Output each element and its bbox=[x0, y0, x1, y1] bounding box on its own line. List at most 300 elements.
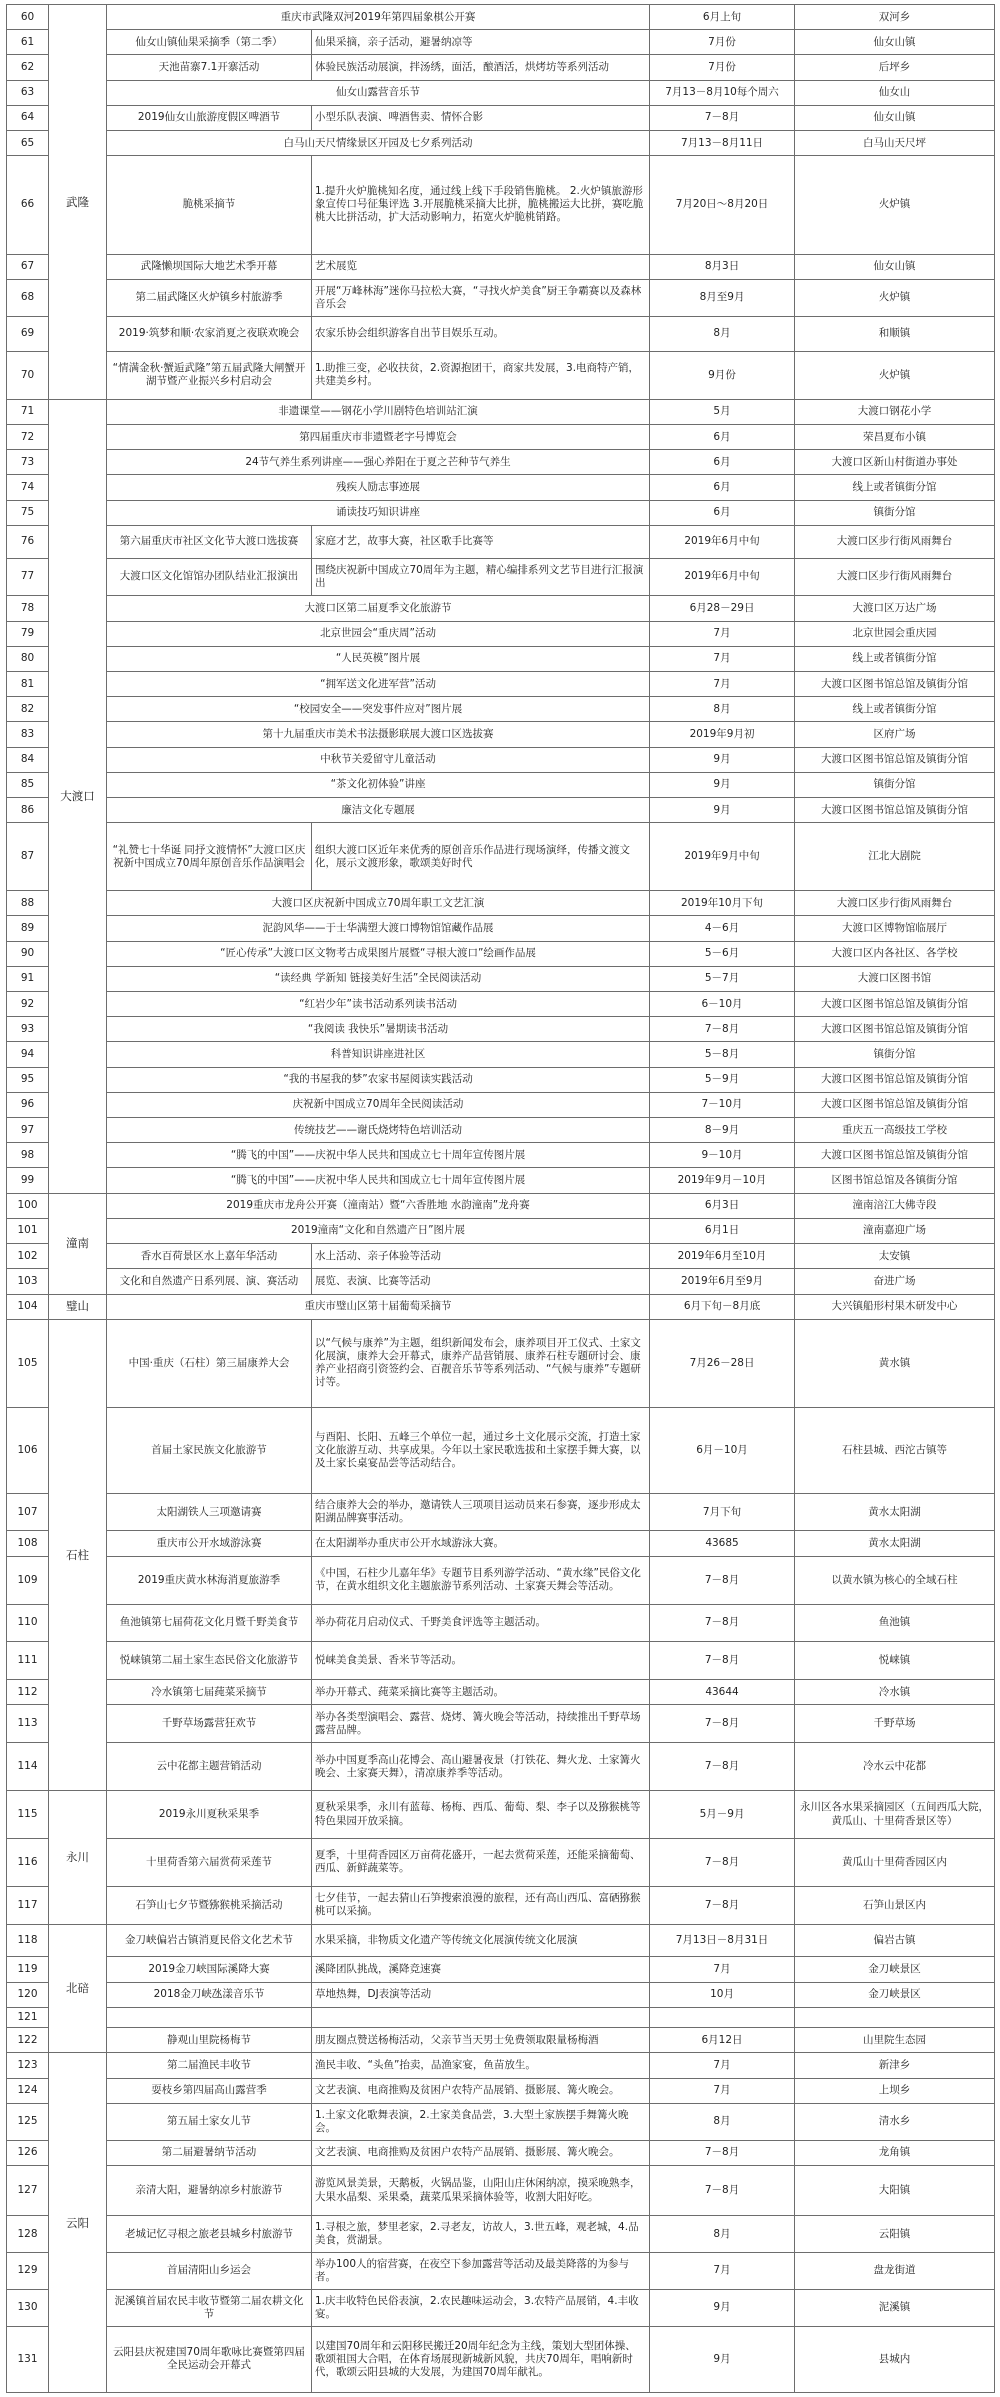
activity-place-cell: 金刀峡景区 bbox=[795, 1982, 995, 2007]
table-row bbox=[7, 1604, 995, 1642]
activity-place-cell: 大渡口区图书馆总馆及镇街分馆 bbox=[795, 1067, 995, 1092]
activity-content-cell: 以建国70周年和云阳移民搬迁20周年纪念为主线，策划大型团体操、歌颂祖国大合唱，在体育场展现新城新风貌，共庆70周年，唱响新时代，歌颂云阳县城的大发展，为建国70周年献礼。 bbox=[312, 2326, 650, 2392]
activity-place-cell: 大渡口区步行街风雨舞台 bbox=[795, 525, 995, 558]
activity-title-cell: 白马山天尺情缘景区开园及七夕系列活动 bbox=[107, 131, 650, 156]
activity-time-cell: 7月下旬 bbox=[650, 1493, 795, 1531]
activity-content-cell: 《中国，石柱少儿嘉年华》专题节目系列游学活动、“黄水缘”民俗文化节，在黄水组织文化主题旅游节系列活动、土家赛天舞会等活动。 bbox=[312, 1556, 650, 1604]
activity-place-cell: 千野草场 bbox=[795, 1705, 995, 1743]
activity-name-cell: 2019重庆黄水林海消夏旅游季 bbox=[107, 1556, 312, 1604]
activity-place-cell: 冷水镇 bbox=[795, 1680, 995, 1705]
activity-time-cell: 6月3日 bbox=[650, 1193, 795, 1218]
row-number: 97 bbox=[7, 1118, 49, 1143]
row-number: 95 bbox=[7, 1067, 49, 1092]
activity-title-cell: 诵读技巧知识讲座 bbox=[107, 500, 650, 525]
row-number: 114 bbox=[7, 1743, 49, 1791]
table-row bbox=[7, 2007, 995, 2027]
table-row bbox=[7, 2028, 995, 2053]
activity-name-cell: 泥溪镇首届农民丰收节暨第二届农耕文化节 bbox=[107, 2289, 312, 2326]
table-row bbox=[7, 1319, 995, 1407]
row-number: 88 bbox=[7, 891, 49, 916]
table-row bbox=[7, 525, 995, 558]
row-number: 93 bbox=[7, 1017, 49, 1042]
activity-content-cell: 举办100人的宿营赛，在夜空下参加露营等活动及最美降落的为参与者。 bbox=[312, 2253, 650, 2290]
row-number: 65 bbox=[7, 131, 49, 156]
table-row bbox=[7, 1294, 995, 1319]
activity-content-cell: 举办中国夏季高山花博会、高山避暑夜景（打铁花、舞火龙、土家篝火晚会、土家赛天舞），清凉康养季等活动。 bbox=[312, 1743, 650, 1791]
activity-time-cell: 5－7月 bbox=[650, 966, 795, 991]
activity-place-cell: 白马山天尺坪 bbox=[795, 131, 995, 156]
activity-content-cell: 悦崃美食美景、香米节等活动。 bbox=[312, 1642, 650, 1680]
activity-time-cell: 9月份 bbox=[650, 351, 795, 399]
table-row bbox=[7, 1042, 995, 1067]
table-row bbox=[7, 1143, 995, 1168]
activity-title-cell: “腾飞的中国”——庆祝中华人民共和国成立七十周年宣传图片展 bbox=[107, 1143, 650, 1168]
activity-title-cell: 廉洁文化专题展 bbox=[107, 797, 650, 822]
district-cell: 武隆 bbox=[49, 5, 107, 400]
activity-time-cell: 8月 bbox=[650, 316, 795, 351]
table-row bbox=[7, 55, 995, 80]
row-number: 128 bbox=[7, 2216, 49, 2253]
activity-content-cell: 1.土家文化歌舞表演，2.土家美食品尝，3.大型土家族摆手舞篝火晚会。 bbox=[312, 2103, 650, 2140]
row-number: 126 bbox=[7, 2140, 49, 2165]
activity-time-cell bbox=[650, 2007, 795, 2027]
activity-title-cell: “人民英模”图片展 bbox=[107, 646, 650, 671]
activity-content-cell: 夏秋采果季，永川有蓝莓、杨梅、西瓜、葡萄、梨、李子以及猕猴桃等特色果园开放采摘。 bbox=[312, 1791, 650, 1839]
activity-content-cell: 渔民丰收、“头鱼”抬卖，品渔家宴，鱼苗放生。 bbox=[312, 2053, 650, 2078]
table-row bbox=[7, 1886, 995, 1924]
table-row bbox=[7, 1680, 995, 1705]
activity-place-cell: 潼南嘉迎广场 bbox=[795, 1218, 995, 1243]
activity-place-cell: 太安镇 bbox=[795, 1244, 995, 1269]
activity-place-cell: 大渡口区内各社区、各学校 bbox=[795, 941, 995, 966]
activity-place-cell: 新津乡 bbox=[795, 2053, 995, 2078]
activity-content-cell: 1.提升火炉脆桃知名度，通过线上线下手段销售脆桃。 2.火炉镇旅游形象宣传口号征集评选 3.开展脆桃采摘大比拼，脆桃搬运大比拼，赛吃脆桃大比拼活动，扩大活动影响力，拓宽火炉脆桃销路。 bbox=[312, 156, 650, 254]
activity-time-cell: 9－10月 bbox=[650, 1143, 795, 1168]
table-row bbox=[7, 797, 995, 822]
activity-name-cell: 石笋山七夕节暨猕猴桃采摘活动 bbox=[107, 1886, 312, 1924]
row-number: 74 bbox=[7, 475, 49, 500]
table-row bbox=[7, 772, 995, 797]
activity-time-cell: 6月下旬－8月底 bbox=[650, 1294, 795, 1319]
activity-time-cell: 5月 bbox=[650, 399, 795, 424]
row-number: 113 bbox=[7, 1705, 49, 1743]
activity-time-cell: 7－8月 bbox=[650, 1642, 795, 1680]
activity-time-cell: 6月 bbox=[650, 500, 795, 525]
activity-place-cell: 偏岩古镇 bbox=[795, 1924, 995, 1957]
activity-name-cell: 2019金刀峡国际溪降大赛 bbox=[107, 1957, 312, 1982]
row-number: 129 bbox=[7, 2253, 49, 2290]
activity-name-cell: 首届清阳山乡运会 bbox=[107, 2253, 312, 2290]
activity-name-cell: “情满金秋·蟹逅武隆”第五届武隆大闸蟹开湖节暨产业振兴乡村启动会 bbox=[107, 351, 312, 399]
activity-name-cell: 老城记忆寻根之旅老县城乡村旅游节 bbox=[107, 2216, 312, 2253]
activity-place-cell: 镇街分馆 bbox=[795, 500, 995, 525]
activity-name-cell: 重庆市公开水域游泳赛 bbox=[107, 1531, 312, 1556]
table-row bbox=[7, 2289, 995, 2326]
activity-title-cell: 非遗课堂——钢花小学川剧特色培训站汇演 bbox=[107, 399, 650, 424]
activity-time-cell: 7－8月 bbox=[650, 2140, 795, 2165]
activity-content-cell: 草地热舞，DJ表演等活动 bbox=[312, 1982, 650, 2007]
activity-place-cell: 大阳镇 bbox=[795, 2165, 995, 2215]
table-row bbox=[7, 1924, 995, 1957]
row-number: 89 bbox=[7, 916, 49, 941]
row-number: 125 bbox=[7, 2103, 49, 2140]
activity-content-cell: 水果采摘，非物质文化遗产等传统文化展演传统文化展演 bbox=[312, 1924, 650, 1957]
activity-place-cell: 双河乡 bbox=[795, 5, 995, 30]
row-number: 87 bbox=[7, 823, 49, 891]
row-number: 99 bbox=[7, 1168, 49, 1193]
activity-time-cell: 2019年9月初 bbox=[650, 722, 795, 747]
activity-time-cell: 7－8月 bbox=[650, 2165, 795, 2215]
activity-time-cell: 8－9月 bbox=[650, 1118, 795, 1143]
row-number: 78 bbox=[7, 596, 49, 621]
table-row bbox=[7, 2140, 995, 2165]
row-number: 107 bbox=[7, 1493, 49, 1531]
district-cell: 石柱 bbox=[49, 1319, 107, 1790]
table-row bbox=[7, 316, 995, 351]
row-number: 108 bbox=[7, 1531, 49, 1556]
activity-content-cell: 举办各类型演唱会、露营、烧烤、篝火晚会等活动，持续推出千野草场露营品牌。 bbox=[312, 1705, 650, 1743]
activity-name-cell: 太阳湖铁人三项邀请赛 bbox=[107, 1493, 312, 1531]
row-number: 68 bbox=[7, 279, 49, 316]
activity-name-cell: 亲清大阳，避暑纳凉乡村旅游节 bbox=[107, 2165, 312, 2215]
table-row bbox=[7, 424, 995, 449]
activity-name-cell: 中国·重庆（石柱）第三届康养大会 bbox=[107, 1319, 312, 1407]
activity-title-cell: 庆祝新中国成立70周年全民阅读活动 bbox=[107, 1092, 650, 1117]
activity-name-cell: 金刀峡偏岩古镇消夏民俗文化艺术节 bbox=[107, 1924, 312, 1957]
row-number: 110 bbox=[7, 1604, 49, 1642]
activity-place-cell: 和顺镇 bbox=[795, 316, 995, 351]
activity-place-cell: 云阳镇 bbox=[795, 2216, 995, 2253]
activity-content-cell: 朋友圈点赞送杨梅活动，父亲节当天男士免费领取限量杨梅酒 bbox=[312, 2028, 650, 2053]
activity-time-cell: 6月28－29日 bbox=[650, 596, 795, 621]
table-row bbox=[7, 1017, 995, 1042]
activity-place-cell: 鱼池镇 bbox=[795, 1604, 995, 1642]
row-number: 63 bbox=[7, 80, 49, 105]
table-row bbox=[7, 450, 995, 475]
row-number: 60 bbox=[7, 5, 49, 30]
row-number: 102 bbox=[7, 1244, 49, 1269]
activity-time-cell: 43685 bbox=[650, 1531, 795, 1556]
activity-schedule-table bbox=[6, 4, 994, 2393]
activity-place-cell: 火炉镇 bbox=[795, 351, 995, 399]
activity-time-cell: 7月 bbox=[650, 2078, 795, 2103]
activity-title-cell: 大渡口区庆祝新中国成立70周年职工文艺汇演 bbox=[107, 891, 650, 916]
activity-place-cell: 重庆五一高级技工学校 bbox=[795, 1118, 995, 1143]
activity-title-cell: 大渡口区第二届夏季文化旅游节 bbox=[107, 596, 650, 621]
row-number: 122 bbox=[7, 2028, 49, 2053]
row-number: 103 bbox=[7, 1269, 49, 1294]
table-row bbox=[7, 558, 995, 596]
activity-name-cell: 2018金刀峡氹漾音乐节 bbox=[107, 1982, 312, 2007]
row-number: 64 bbox=[7, 105, 49, 130]
activity-content-cell: 组织大渡口区近年来优秀的原创音乐作品进行现场演绎，传播文渡文化，展示文渡形象，歌颂美好时代 bbox=[312, 823, 650, 891]
activity-time-cell: 6月1日 bbox=[650, 1218, 795, 1243]
row-number: 69 bbox=[7, 316, 49, 351]
activity-time-cell: 6月上旬 bbox=[650, 5, 795, 30]
row-number: 73 bbox=[7, 450, 49, 475]
activity-time-cell: 2019年9月－10月 bbox=[650, 1168, 795, 1193]
table-row bbox=[7, 2216, 995, 2253]
activity-name-cell: 大渡口区文化馆馆办团队结业汇报演出 bbox=[107, 558, 312, 596]
table-row bbox=[7, 823, 995, 891]
activity-place-cell: 大渡口区图书馆 bbox=[795, 966, 995, 991]
activity-place-cell: 仙女山镇 bbox=[795, 254, 995, 279]
activity-time-cell: 2019年9月中旬 bbox=[650, 823, 795, 891]
activity-place-cell: 县城内 bbox=[795, 2326, 995, 2392]
activity-name-cell: 文化和自然遗产日系列展、演、赛活动 bbox=[107, 1269, 312, 1294]
activity-time-cell: 6月12日 bbox=[650, 2028, 795, 2053]
activity-name-cell: 第二届武隆区火炉镇乡村旅游季 bbox=[107, 279, 312, 316]
activity-content-cell: 小型乐队表演、啤酒售卖、情怀合影 bbox=[312, 105, 650, 130]
activity-time-cell: 7－8月 bbox=[650, 1705, 795, 1743]
activity-name-cell: 耍枝乡第四届高山露营季 bbox=[107, 2078, 312, 2103]
activity-time-cell: 7－8月 bbox=[650, 105, 795, 130]
activity-time-cell: 43644 bbox=[650, 1680, 795, 1705]
activity-title-cell: 中秋节关爱留守儿童活动 bbox=[107, 747, 650, 772]
activity-time-cell: 7月 bbox=[650, 671, 795, 696]
table-row bbox=[7, 254, 995, 279]
activity-content-cell: 展览、表演、比赛等活动 bbox=[312, 1269, 650, 1294]
activity-place-cell: 清水乡 bbox=[795, 2103, 995, 2140]
activity-title-cell: 2019潼南“文化和自然遗产日”图片展 bbox=[107, 1218, 650, 1243]
activity-name-cell: 云中花都主题营销活动 bbox=[107, 1743, 312, 1791]
activity-content-cell: 围绕庆祝新中国成立70周年为主题，精心编排系列文艺节目进行汇报演出 bbox=[312, 558, 650, 596]
table-row bbox=[7, 916, 995, 941]
district-cell: 北碚 bbox=[49, 1924, 107, 2053]
activity-title-cell: “茶文化初体验”讲座 bbox=[107, 772, 650, 797]
row-number: 127 bbox=[7, 2165, 49, 2215]
activity-place-cell: 大渡口钢花小学 bbox=[795, 399, 995, 424]
activity-title-cell: “红岩少年”读书活动系列读书活动 bbox=[107, 992, 650, 1017]
row-number: 104 bbox=[7, 1294, 49, 1319]
activity-time-cell: 7月 bbox=[650, 1957, 795, 1982]
row-number: 72 bbox=[7, 424, 49, 449]
activity-place-cell: 大渡口区步行街风雨舞台 bbox=[795, 558, 995, 596]
activity-time-cell: 7月13日－8月31日 bbox=[650, 1924, 795, 1957]
activity-place-cell: 大渡口区图书馆总馆及镇街分馆 bbox=[795, 1017, 995, 1042]
activity-place-cell: 大兴镇船形村果木研发中心 bbox=[795, 1294, 995, 1319]
activity-time-cell: 7月 bbox=[650, 2053, 795, 2078]
activity-content-cell: 1.庆丰收特色民俗表演，2.农民趣味运动会，3.农特产品展销，4.丰收宴。 bbox=[312, 2289, 650, 2326]
row-number: 66 bbox=[7, 156, 49, 254]
table-row bbox=[7, 1168, 995, 1193]
activity-time-cell: 7月 bbox=[650, 621, 795, 646]
activity-place-cell: 黄水太阳湖 bbox=[795, 1531, 995, 1556]
activity-time-cell: 5月－9月 bbox=[650, 1791, 795, 1839]
activity-title-cell: 科普知识讲座进社区 bbox=[107, 1042, 650, 1067]
table-row bbox=[7, 1118, 995, 1143]
activity-content-cell: 家庭才艺，故事大赛，社区歌手比赛等 bbox=[312, 525, 650, 558]
activity-name-cell: 第五届土家女儿节 bbox=[107, 2103, 312, 2140]
activity-place-cell: 永川区各水果采摘园区（五间西瓜大院，黄瓜山、十里荷香景区等） bbox=[795, 1791, 995, 1839]
table-row bbox=[7, 966, 995, 991]
activity-time-cell: 5－6月 bbox=[650, 941, 795, 966]
activity-place-cell: 火炉镇 bbox=[795, 279, 995, 316]
table-row bbox=[7, 1218, 995, 1243]
row-number: 115 bbox=[7, 1791, 49, 1839]
row-number: 77 bbox=[7, 558, 49, 596]
activity-time-cell: 8月 bbox=[650, 2103, 795, 2140]
table-row bbox=[7, 2053, 995, 2078]
row-number: 131 bbox=[7, 2326, 49, 2392]
activity-title-cell: 仙女山露营音乐节 bbox=[107, 80, 650, 105]
activity-title-cell: 传统技艺——谢氏烧烤特色培训活动 bbox=[107, 1118, 650, 1143]
activity-name-cell: 第二届避暑纳节活动 bbox=[107, 2140, 312, 2165]
activity-content-cell: 游览风景美景，天鹅板，火锅品鉴，山阳山庄休闲纳凉，摸采晚熟李，大果水晶梨、采果桑，蔬菜瓜果采摘体验等，收割大阳好吃。 bbox=[312, 2165, 650, 2215]
table-row bbox=[7, 722, 995, 747]
activity-time-cell: 10月 bbox=[650, 1982, 795, 2007]
activity-place-cell: 大渡口区图书馆总馆及镇街分馆 bbox=[795, 1143, 995, 1168]
activity-place-cell: 区图书馆总馆及各镇街分馆 bbox=[795, 1168, 995, 1193]
activity-place-cell: 大渡口区新山村街道办事处 bbox=[795, 450, 995, 475]
table-row bbox=[7, 30, 995, 55]
row-number: 130 bbox=[7, 2289, 49, 2326]
activity-content-cell: 艺术展览 bbox=[312, 254, 650, 279]
table-row bbox=[7, 500, 995, 525]
activity-time-cell: 9月 bbox=[650, 747, 795, 772]
row-number: 111 bbox=[7, 1642, 49, 1680]
activity-place-cell: 以黄水镇为核心的全域石柱 bbox=[795, 1556, 995, 1604]
table-row bbox=[7, 156, 995, 254]
activity-place-cell: 黄瓜山十里荷香园区内 bbox=[795, 1838, 995, 1886]
activity-time-cell: 7－8月 bbox=[650, 1886, 795, 1924]
activity-place-cell: 石笋山景区内 bbox=[795, 1886, 995, 1924]
activity-place-cell: 冷水云中花都 bbox=[795, 1743, 995, 1791]
activity-place-cell: 泥溪镇 bbox=[795, 2289, 995, 2326]
activity-title-cell: “我的书屋我的梦”农家书屋阅读实践活动 bbox=[107, 1067, 650, 1092]
table-row bbox=[7, 621, 995, 646]
activity-title-cell: 24节气养生系列讲座——强心养阳在于夏之芒种节气养生 bbox=[107, 450, 650, 475]
table-row bbox=[7, 1067, 995, 1092]
row-number: 70 bbox=[7, 351, 49, 399]
table-row bbox=[7, 1269, 995, 1294]
district-cell: 云阳 bbox=[49, 2053, 107, 2393]
table-body bbox=[7, 5, 995, 2393]
activity-name-cell: 冷水镇第七届莼菜采摘节 bbox=[107, 1680, 312, 1705]
activity-content-cell: 七夕佳节，一起去猜山石笋搜索浪漫的旅程，还有高山西瓜、富硒猕猴桃可以采摘。 bbox=[312, 1886, 650, 1924]
table-row bbox=[7, 646, 995, 671]
activity-place-cell: 悦崃镇 bbox=[795, 1642, 995, 1680]
activity-place-cell: 线上或者镇街分馆 bbox=[795, 646, 995, 671]
activity-time-cell: 7月份 bbox=[650, 30, 795, 55]
table-row bbox=[7, 1957, 995, 1982]
table-row bbox=[7, 105, 995, 130]
activity-time-cell: 8月3日 bbox=[650, 254, 795, 279]
row-number: 84 bbox=[7, 747, 49, 772]
activity-time-cell: 7－8月 bbox=[650, 1604, 795, 1642]
activity-name-cell: 第二届渔民丰收节 bbox=[107, 2053, 312, 2078]
activity-content-cell: 溪降团队挑战，溪降竞速赛 bbox=[312, 1957, 650, 1982]
row-number: 92 bbox=[7, 992, 49, 1017]
activity-place-cell: 龙角镇 bbox=[795, 2140, 995, 2165]
activity-time-cell: 5－8月 bbox=[650, 1042, 795, 1067]
row-number: 117 bbox=[7, 1886, 49, 1924]
activity-place-cell: 区府广场 bbox=[795, 722, 995, 747]
activity-time-cell: 7月 bbox=[650, 2253, 795, 2290]
table-row bbox=[7, 1642, 995, 1680]
activity-name-cell: 2019永川夏秋采果季 bbox=[107, 1791, 312, 1839]
activity-content-cell: 1.助推三变，必收扶贫，2.资源抱团干，商家共发展，3.电商特产销，共建美乡村。 bbox=[312, 351, 650, 399]
row-number: 101 bbox=[7, 1218, 49, 1243]
row-number: 76 bbox=[7, 525, 49, 558]
activity-content-cell: 举办荷花月启动仪式、千野美食评选等主题活动。 bbox=[312, 1604, 650, 1642]
activity-name-cell: 首届土家民族文化旅游节 bbox=[107, 1407, 312, 1493]
activity-place-cell: 盘龙街道 bbox=[795, 2253, 995, 2290]
row-number: 118 bbox=[7, 1924, 49, 1957]
activity-content-cell: 文艺表演、电商推购及贫困户农特产品展销、摄影展、篝火晚会。 bbox=[312, 2078, 650, 2103]
table-row bbox=[7, 80, 995, 105]
activity-place-cell: 镇街分馆 bbox=[795, 1042, 995, 1067]
table-row bbox=[7, 596, 995, 621]
table-row bbox=[7, 1531, 995, 1556]
row-number: 106 bbox=[7, 1407, 49, 1493]
row-number: 124 bbox=[7, 2078, 49, 2103]
row-number: 96 bbox=[7, 1092, 49, 1117]
activity-content-cell: 体验民族活动展演，拌汤绣，面活，酿酒活，烘烤坊等系列活动 bbox=[312, 55, 650, 80]
activity-name-cell: 天池苗寨7.1开寨活动 bbox=[107, 55, 312, 80]
activity-place-cell: 线上或者镇街分馆 bbox=[795, 697, 995, 722]
activity-content-cell: 1.寻根之旅，梦里老家，2.寻老友，访故人，3.世五峰，观老城，4.品美食，赏湖景。 bbox=[312, 2216, 650, 2253]
activity-title-cell: “匠心传承”大渡口区文物考古成果图片展暨“寻根大渡口”绘画作品展 bbox=[107, 941, 650, 966]
activity-title-cell: 第十九届重庆市美术书法摄影联展大渡口区选拔赛 bbox=[107, 722, 650, 747]
activity-time-cell: 8月 bbox=[650, 697, 795, 722]
table-row bbox=[7, 475, 995, 500]
activity-name-cell: 第六届重庆市社区文化节大渡口选拔赛 bbox=[107, 525, 312, 558]
activity-place-cell: 大渡口区图书馆总馆及镇街分馆 bbox=[795, 797, 995, 822]
table-row bbox=[7, 992, 995, 1017]
activity-time-cell: 5－9月 bbox=[650, 1067, 795, 1092]
row-number: 121 bbox=[7, 2007, 49, 2027]
table-row bbox=[7, 1705, 995, 1743]
row-number: 105 bbox=[7, 1319, 49, 1407]
row-number: 85 bbox=[7, 772, 49, 797]
activity-place-cell: 金刀峡景区 bbox=[795, 1957, 995, 1982]
table-row bbox=[7, 351, 995, 399]
activity-title-cell: “读经典 学新知 链接美好生活”全民阅读活动 bbox=[107, 966, 650, 991]
activity-time-cell: 7－8月 bbox=[650, 1556, 795, 1604]
activity-name-cell: 鱼池镇第七届荷花文化月暨千野美食节 bbox=[107, 1604, 312, 1642]
district-cell: 大渡口 bbox=[49, 399, 107, 1193]
row-number: 98 bbox=[7, 1143, 49, 1168]
activity-time-cell: 9月 bbox=[650, 2326, 795, 2392]
activity-place-cell: 仙女山镇 bbox=[795, 30, 995, 55]
activity-place-cell: 江北大剧院 bbox=[795, 823, 995, 891]
district-cell: 潼南 bbox=[49, 1193, 107, 1294]
activity-content-cell: 结合康养大会的举办，邀请铁人三项项目运动员来石参赛，逐步形成太阳湖品牌赛事活动。 bbox=[312, 1493, 650, 1531]
activity-time-cell: 7月26－28日 bbox=[650, 1319, 795, 1407]
row-number: 109 bbox=[7, 1556, 49, 1604]
table-row bbox=[7, 1838, 995, 1886]
table-row bbox=[7, 1556, 995, 1604]
row-number: 100 bbox=[7, 1193, 49, 1218]
row-number: 91 bbox=[7, 966, 49, 991]
activity-content-cell: 水上活动、亲子体验等活动 bbox=[312, 1244, 650, 1269]
activity-place-cell: 北京世园会重庆园 bbox=[795, 621, 995, 646]
activity-time-cell: 9月 bbox=[650, 797, 795, 822]
table-row bbox=[7, 1407, 995, 1493]
row-number: 62 bbox=[7, 55, 49, 80]
activity-time-cell: 7月份 bbox=[650, 55, 795, 80]
district-cell: 永川 bbox=[49, 1791, 107, 1925]
activity-name-cell: 悦崃镇第二届土家生态民俗文化旅游节 bbox=[107, 1642, 312, 1680]
activity-place-cell: 大渡口区图书馆总馆及镇街分馆 bbox=[795, 671, 995, 696]
row-number: 123 bbox=[7, 2053, 49, 2078]
district-cell: 璧山 bbox=[49, 1294, 107, 1319]
activity-time-cell: 9月 bbox=[650, 2289, 795, 2326]
activity-time-cell: 6月 bbox=[650, 450, 795, 475]
activity-content-cell: 农家乐协会组织游客自出节目娱乐互动。 bbox=[312, 316, 650, 351]
table-row bbox=[7, 131, 995, 156]
